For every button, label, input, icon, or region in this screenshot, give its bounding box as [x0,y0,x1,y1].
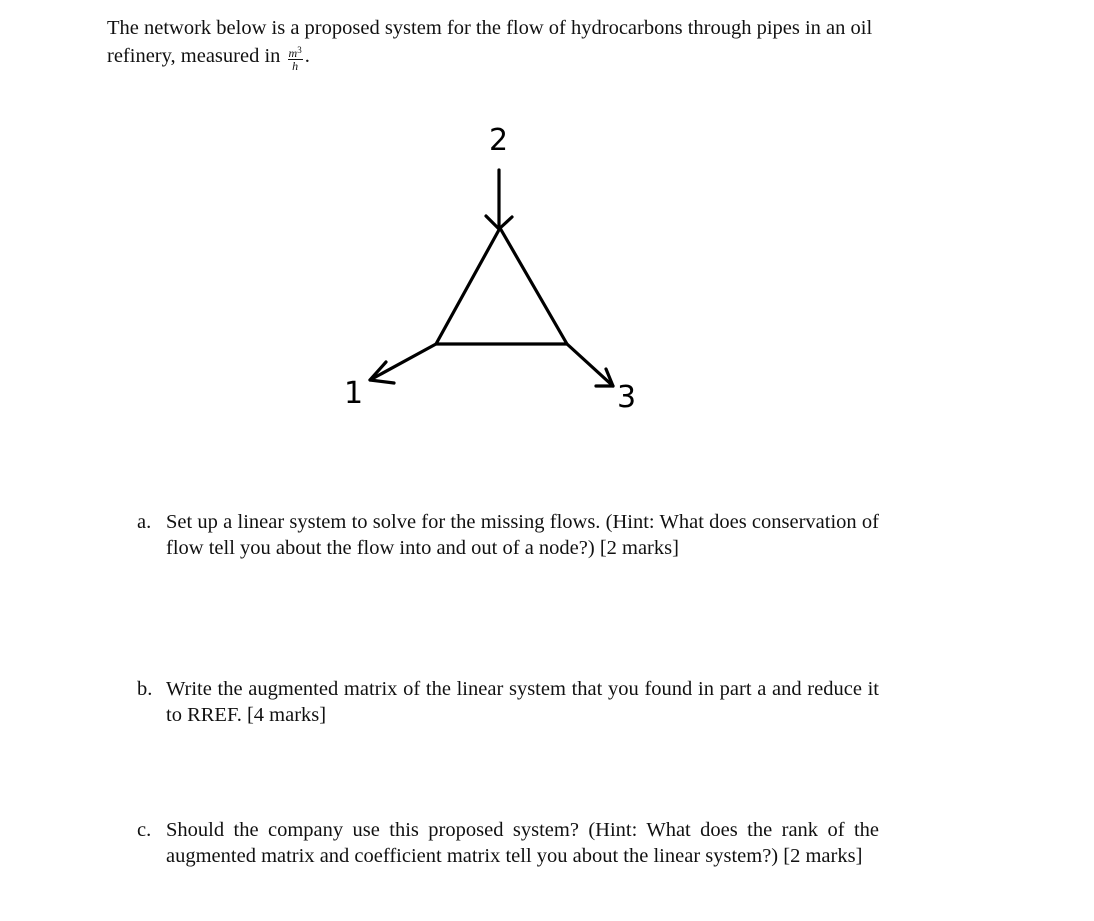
question-a [137,509,879,561]
intro-period: . [304,45,310,67]
intro-text: The network below is a proposed system for the flow of hydrocarbons through pipes in an oil refinery, measured in [107,17,873,67]
question-c [137,817,879,869]
question-b-text: Write the augmented matrix of the linear system that you found in part a and reduce it to RREF. [4 marks] [166,678,879,726]
pipe-to-node-3 [567,344,613,386]
node-label-1: 1 [344,376,364,411]
node-label-2: 2 [489,123,509,158]
unit-denominator: h [292,59,299,73]
node-label-3: 3 [617,380,637,415]
question-a-label: a. [137,511,152,533]
question-c-label: c. [137,819,152,841]
unit-power: 3 [297,45,302,55]
unit-numerator: $m^3$ [288,45,302,60]
question-b-label: b. [137,678,153,700]
question-c-text: Should the company use this proposed system? (Hint: What does the rank of the augmented matrix and coefficient matrix tell you about the linear system?) [2 marks] [166,819,879,867]
question-b [137,676,879,728]
network-triangle [436,228,567,344]
pipe-to-node-1 [370,344,436,380]
question-a-text: Set up a linear system to solve for the missing flows. (Hint: What does conservation of flow tell you about the flow into and out of a node?) [2 marks] [166,511,879,559]
